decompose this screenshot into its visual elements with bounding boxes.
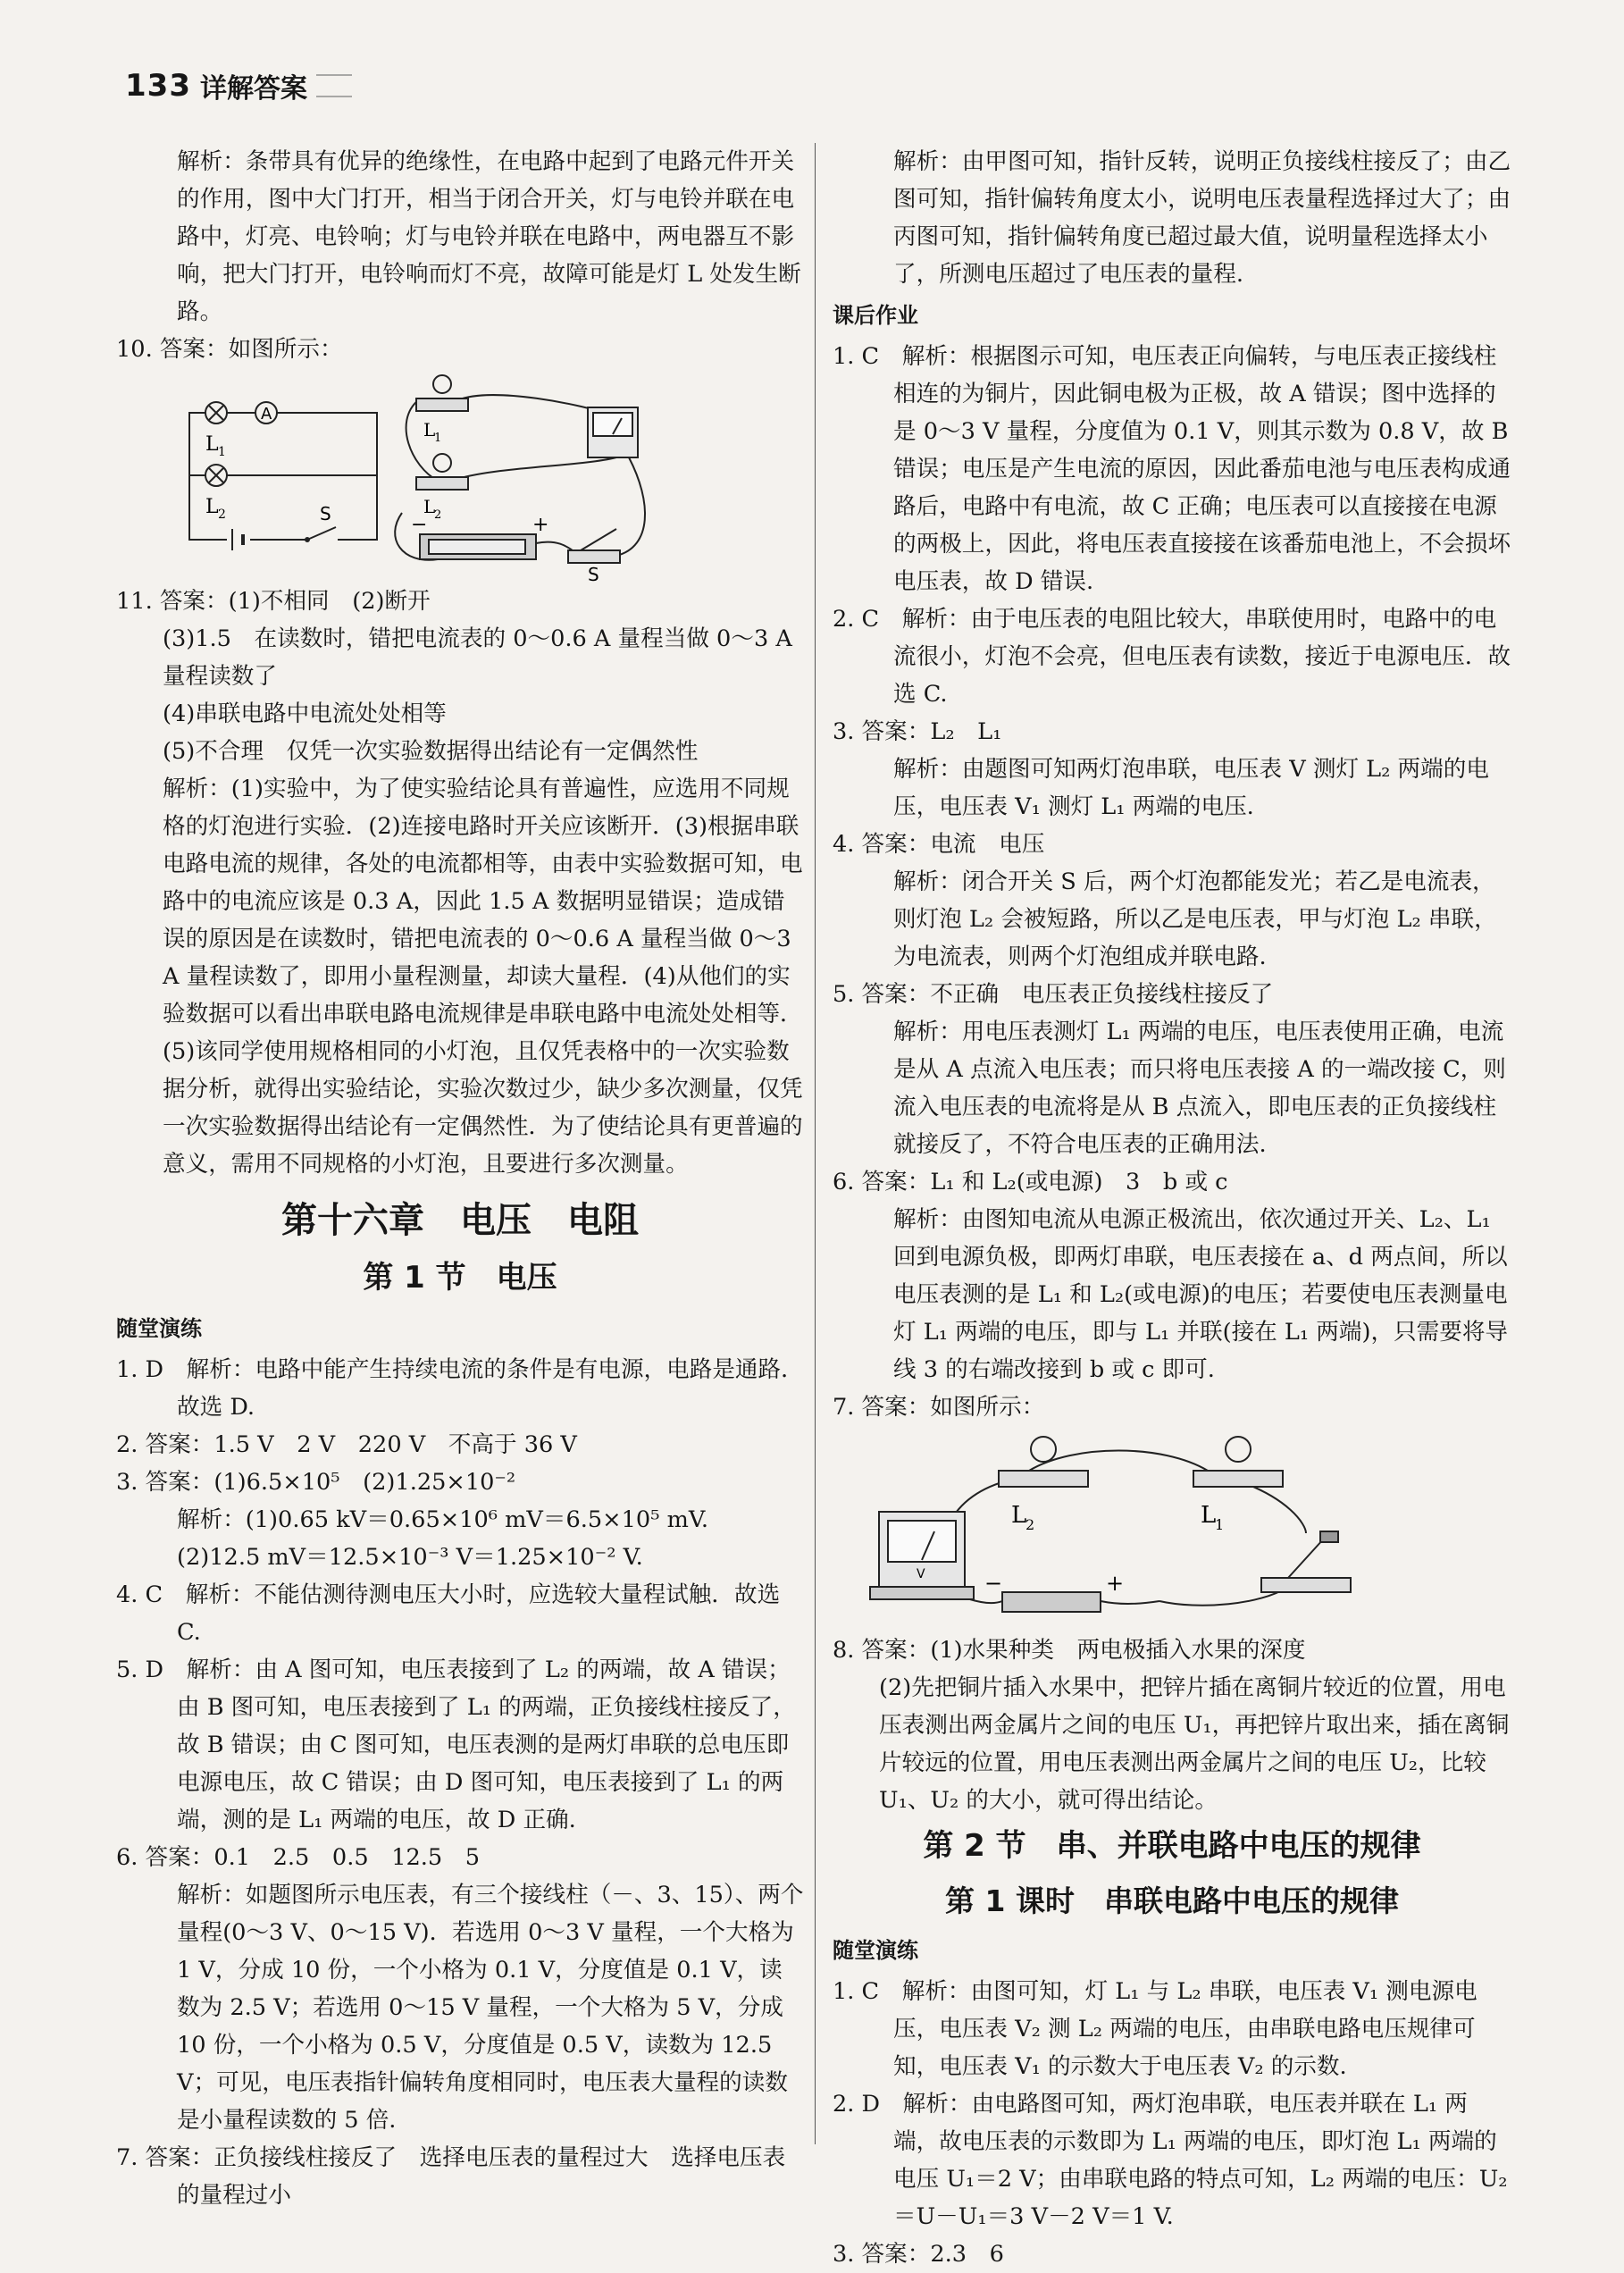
voltmeter-label: V <box>917 1567 925 1581</box>
section2-title: 第 2 节 串、并联电路中电压的规律 <box>923 1828 1421 1864</box>
fig7-label-l1: L <box>1201 1502 1217 1529</box>
battery-pack <box>1002 1592 1101 1612</box>
lesson1-title: 第 1 课时 串联电路中电压的规律 <box>945 1883 1399 1918</box>
practice-q5: 5. D 解析：由 A 图可知，电压表接到了 L₂ 的两端，故 A 错误；由 B 图可知，电压表接到了 L₁ 的两端，正负接线柱接反了，故 B 错误；由 C 图可知，电压表测的是两灯串联的总电压即电源电压，故 C 错误；由 D 图可知，电压表接到了 L₁ 的两端，测的是 L₁ 两端的电压，故 D 正确. <box>116 1657 796 1833</box>
phys-label-l1-sub: 1 <box>434 432 442 445</box>
fig7-label-l2-sub: 2 <box>1025 1516 1035 1533</box>
q11-answer-4: (4)串联电路中电流处处相等 <box>163 700 447 727</box>
practice-q6: 6. 答案：0.1 2.5 0.5 12.5 5 <box>116 1844 481 1871</box>
fig7-label-l2: L <box>1011 1502 1027 1529</box>
homework-q8: 8. 答案：(1)水果种类 两电极插入水果的深度 <box>833 1637 1306 1664</box>
lamp-l2-board <box>999 1437 1088 1487</box>
q10-answer: 10. 答案：如图所示： <box>116 336 343 363</box>
switch-device <box>568 529 620 563</box>
ammeter-label: A <box>261 405 272 424</box>
homework-label: 课后作业 <box>833 303 918 328</box>
fig7-label-l1-sub: 1 <box>1215 1516 1225 1533</box>
phys-label-l2: L <box>423 496 436 517</box>
section-title: 第 1 节 电压 <box>363 1260 557 1296</box>
practice2-q1: 1. C 解析：由图可知，灯 L₁ 与 L₂ 串联，电压表 V₁ 测电源电压，电压表 V₂ 测 L₂ 两端的电压，由串联电路电压规律可知，电压表 V₁ 的示数大于电压表 V₂ 的示数. <box>833 1978 1478 2080</box>
homework-q3: 3. 答案：L₂ L₁ <box>833 718 1002 745</box>
q11-analysis: 解析：(1)实验中，为了使实验结论具有普遍性，应选用不同规格的灯泡进行实验．(2)连接电路时开关应该断开．(3)根据串联电路电流的规律，各处的电流都相等，由表中实验数据可知，电路中的电流应该是 0.3 A，因此 1.5 A 数据明显错误；造成错误的原因是在读数时，错把电流表的 0～0.6 A 量程当做 0～3 A 量程读数了，即用小量程测量，却读大量程．(4)从他们的实验数据可以看出串联电路电流规律是串联电路中电流处处相等．(5)该同学使用规格相同的小灯泡，且仅凭表格中的一次实验数据分析，就得出实验结论，实验次数过少，缺少多次测量，仅凭一次实验数据得出结论有一定偶然性．为了使结论具有更普遍的意义，需用不同规格的小灯泡，且要进行多次测量。 <box>163 776 803 1178</box>
chapter-title: 第十六章 电压 电阻 <box>281 1200 639 1241</box>
homework-q5: 5. 答案：不正确 电压表正负接线柱接反了 <box>833 981 1274 1008</box>
switch-device <box>1261 1531 1351 1592</box>
battery-minus: − <box>411 514 428 536</box>
homework-q5-analysis: 解析：用电压表测灯 L₁ 两端的电压，电压表使用正确，电流是从 A 点流入电压表；而只将电压表接 A 的一端改接 C，则流入电压表的电流将是从 B 点流入，即电压表的正负接线柱就接反了，不符合电压表的正确用法. <box>893 1019 1506 1158</box>
practice-q3-analysis: 解析：(1)0.65 kV＝0.65×10⁶ mV＝6.5×10⁵ mV. <box>177 1506 709 1533</box>
figure-q10-circuit <box>116 368 670 583</box>
battery-pack <box>420 534 536 559</box>
left-column <box>116 143 804 2214</box>
phys-label-switch: S <box>588 564 599 583</box>
battery-minus: − <box>984 1571 1003 1596</box>
label-l1-sub: 1 <box>218 445 226 459</box>
homework-q8-part2: (2)先把铜片插入水果中，把锌片插在离铜片较近的位置，用电压表测出两金属片之间的电压 U₁，再把锌片取出来，插在离铜片较远的位置，用电压表测出两金属片之间的电压 U₂，比较 U₁、U₂ 的大小，就可得出结论。 <box>879 1674 1510 1814</box>
practice-label-2: 随堂演练 <box>833 1938 918 1963</box>
homework-q6-analysis: 解析：由图知电流从电源正极流出，依次通过开关、L₂、L₁ 回到电源负极，即两灯串联，电压表接在 a、d 两点间，所以电压表测的是 L₁ 和 L₂(或电源)的电压；若要使电压表测量电灯 L₁ 两端的电压，即与 L₁ 并联(接在 L₁ 两端)，只需要将导线 3 的右端改接到 b 或 c 即可. <box>893 1206 1509 1383</box>
column-divider <box>815 143 816 2144</box>
q11-answer-5: (5)不合理 仅凭一次实验数据得出结论有一定偶然性 <box>163 738 699 765</box>
right-column <box>833 143 1516 2273</box>
figure-q7-circuit <box>841 1426 1503 1631</box>
homework-q3-analysis: 解析：由题图可知两灯泡串联，电压表 V 测灯 L₂ 两端的电压，电压表 V₁ 测灯 L₁ 两端的电压. <box>893 756 1489 820</box>
practice-q2: 2. 答案：1.5 V 2 V 220 V 不高于 36 V <box>116 1431 577 1458</box>
practice-q7: 7. 答案：正负接线柱接反了 选择电压表的量程过大 选择电压表的量程过小 <box>116 2144 786 2209</box>
lamp-l1-symbol <box>205 402 227 424</box>
q11-answer: 11. 答案：(1)不相同 (2)断开 <box>116 588 431 615</box>
lamp-l1-board <box>416 375 468 411</box>
practice-q3: 3. 答案：(1)6.5×10⁵ (2)1.25×10⁻² <box>116 1469 516 1496</box>
practice-label: 随堂演练 <box>116 1316 202 1341</box>
practice2-q3: 3. 答案：2.3 6 <box>833 2241 1004 2268</box>
lamp-l2-symbol <box>205 465 227 486</box>
switch-symbol <box>306 527 338 547</box>
practice-q6-analysis: 解析：如题图所示电压表，有三个接线柱（－、3、15）、两个量程(0～3 V、0～15 V)．若选用 0～3 V 量程，一个大格为 1 V，分成 10 份，一个小格为 0.1 V，分度值是 0.1 V，读数为 2.5 V；若选用 0～15 V 量程，一个大格为 5 V，分成 10 份，一个小格为 0.5 V，分度值是 0.5 V，读数为 12.5 V；可见，电压表指针偏转角度相同时，电压表大量程的读数是小量程读数的 5 倍. <box>177 1882 804 2134</box>
homework-q4: 4. 答案：电流 电压 <box>833 831 1045 858</box>
battery-symbol <box>227 529 250 550</box>
lamp-l2-board <box>416 454 468 490</box>
header-decoration <box>316 74 352 97</box>
label-l2-sub: 2 <box>218 507 226 522</box>
homework-q1: 1. C 解析：根据图示可知，电压表正向偏转，与电压表正接线柱相连的为铜片，因此铜电极为正极，故 A 错误；图中选择的是 0～3 V 量程，分度值为 0.1 V，则其示数为 0.8 V，故 B 错误；电压是产生电流的原因，因此番茄电池与电压表构成通路后，电路中有电流，故 C 正确；电压表可以直接接在电源的两极上，因此，将电压表直接接在该番茄电池上，不会损坏电压表，故 D 错误. <box>833 343 1516 595</box>
homework-q7: 7. 答案：如图所示： <box>833 1394 1045 1421</box>
q7-analysis: 解析：由甲图可知，指针反转，说明正负接线柱接反了；由乙图可知，指针偏转角度太小，说明电压表量程选择过大了；由丙图可知，指针偏转角度已超过最大值，说明量程选择太小了，所测电压超过了电压表的量程. <box>893 148 1511 288</box>
q11-answer-3: (3)1.5 在读数时，错把电流表的 0～0.6 A 量程当做 0～3 A 量程读数了 <box>163 625 799 690</box>
battery-plus: + <box>532 514 549 536</box>
homework-q4-analysis: 解析：闭合开关 S 后，两个灯泡都能发光；若乙是电流表，则灯泡 L₂ 会被短路，所以乙是电压表，甲与灯泡 L₂ 串联，为电流表，则两个灯泡组成并联电路. <box>893 868 1497 970</box>
page-header <box>125 68 352 104</box>
phys-label-l2-sub: 2 <box>434 508 442 522</box>
practice-q4: 4. C 解析：不能估测待测电压大小时，应选较大量程试触．故选 C. <box>116 1581 788 1646</box>
page-title: 详解答案 <box>199 73 307 105</box>
label-l2: L <box>205 496 219 518</box>
practice-q1: 1. D 解析：电路中能产生持续电流的条件是有电源，电路是通路．故选 D. <box>116 1356 804 1421</box>
ammeter-device <box>588 407 638 457</box>
practice2-q2: 2. D 解析：由电路图可知，两灯泡串联，电压表并联在 L₁ 两端，故电压表的示数即为 L₁ 两端的电压，即灯泡 L₁ 两端的电压 U₁＝2 V；由串联电路的特点可知，L₂ 两端的电压：U₂＝U－U₁＝3 V－2 V＝1 V. <box>833 2091 1508 2230</box>
voltmeter-device <box>870 1512 974 1599</box>
practice-q3-analysis-2: (2)12.5 mV＝12.5×10⁻³ V＝1.25×10⁻² V. <box>177 1544 643 1571</box>
homework-q6: 6. 答案：L₁ 和 L₂(或电源) 3 b 或 c <box>833 1169 1228 1195</box>
page-number: 133 <box>125 68 191 104</box>
label-l1: L <box>205 433 219 456</box>
q9-analysis: 解析：条带具有优异的绝缘性，在电路中起到了电路元件开关的作用，图中大门打开，相当于闭合开关，灯与电铃并联在电路中，灯亮、电铃响；灯与电铃并联在电路中，两电器互不影响，把大门打开，电铃响而灯不亮，故障可能是灯 L 处发生断路。 <box>177 148 801 325</box>
lamp-l1-board <box>1193 1437 1283 1487</box>
label-switch: S <box>320 503 331 524</box>
battery-plus: + <box>1106 1571 1125 1596</box>
phys-label-l1: L <box>423 419 436 440</box>
homework-q2: 2. C 解析：由于电压表的电阻比较大，串联使用时，电路中的电流很小，灯泡不会亮，但电压表有读数，接近于电源电压．故选 C. <box>833 606 1511 708</box>
